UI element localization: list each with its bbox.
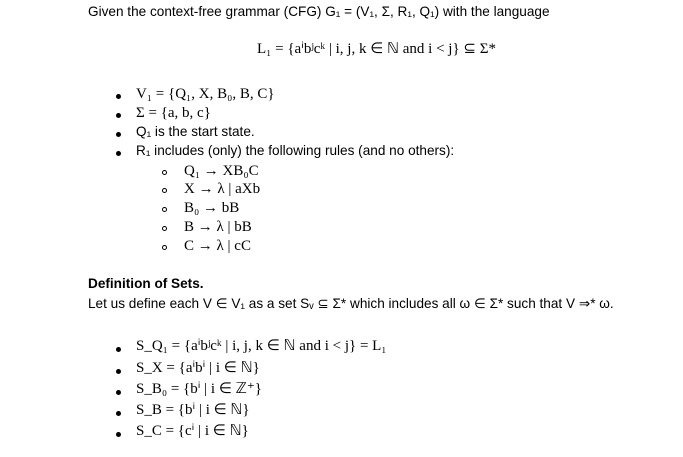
intro-text: Given the context-free grammar (CFG) G₁ = (V₁, Σ, R₁, Q₁) with the language xyxy=(88,4,550,19)
sub-bullet-circle xyxy=(162,188,167,193)
bullet-dot xyxy=(116,411,121,416)
bullet-start-state: Q₁ is the start state. xyxy=(136,124,255,139)
sub-bullet-circle xyxy=(162,226,167,231)
definition-text: Let us define each V ∈ V₁ as a set Sᵥ ⊆ Σ* which includes all ω ∈ Σ* such that V ⇒* ω. xyxy=(88,296,614,311)
definition-heading: Definition of Sets. xyxy=(88,276,204,291)
bullet-dot xyxy=(116,369,121,374)
bullet-dot xyxy=(116,390,121,395)
language-definition: L₁ = {aⁱbʲcᵏ | i, j, k ∈ ℕ and i < j} ⊆ Σ* xyxy=(257,41,496,57)
bullet-dot xyxy=(116,113,121,118)
set-item: S_C = {cⁱ | i ∈ ℕ} xyxy=(136,423,249,439)
bullet-dot xyxy=(116,432,121,437)
bullet-dot xyxy=(116,132,121,137)
set-item: S_Q₁ = {aⁱbʲcᵏ | i, j, k ∈ ℕ and i < j} = L₁ xyxy=(136,338,387,354)
bullet-dot xyxy=(116,94,121,99)
sub-bullet-circle xyxy=(162,207,167,212)
rule-item: Q₁ → XB₀C xyxy=(184,163,259,179)
rule-item: X → λ | aXb xyxy=(184,181,261,197)
bullet-rules-intro: R₁ includes (only) the following rules (and no others): xyxy=(136,143,455,158)
bullet-dot xyxy=(116,347,121,352)
sub-bullet-circle xyxy=(162,245,167,250)
set-item: S_B₀ = {bⁱ | i ∈ ℤ⁺} xyxy=(136,381,262,397)
bullet-dot xyxy=(116,151,121,156)
rule-item: C → λ | cC xyxy=(184,238,251,254)
rule-item: B → λ | bB xyxy=(184,219,252,235)
rule-item: B₀ → bB xyxy=(184,200,240,216)
bullet-variables: V₁ = {Q₁, X, B₀, B, C} xyxy=(136,86,275,102)
set-item: S_X = {aⁱbⁱ | i ∈ ℕ} xyxy=(136,360,260,376)
bullet-alphabet: Σ = {a, b, c} xyxy=(136,105,211,121)
set-item: S_B = {bⁱ | i ∈ ℕ} xyxy=(136,402,250,418)
sub-bullet-circle xyxy=(162,170,167,175)
